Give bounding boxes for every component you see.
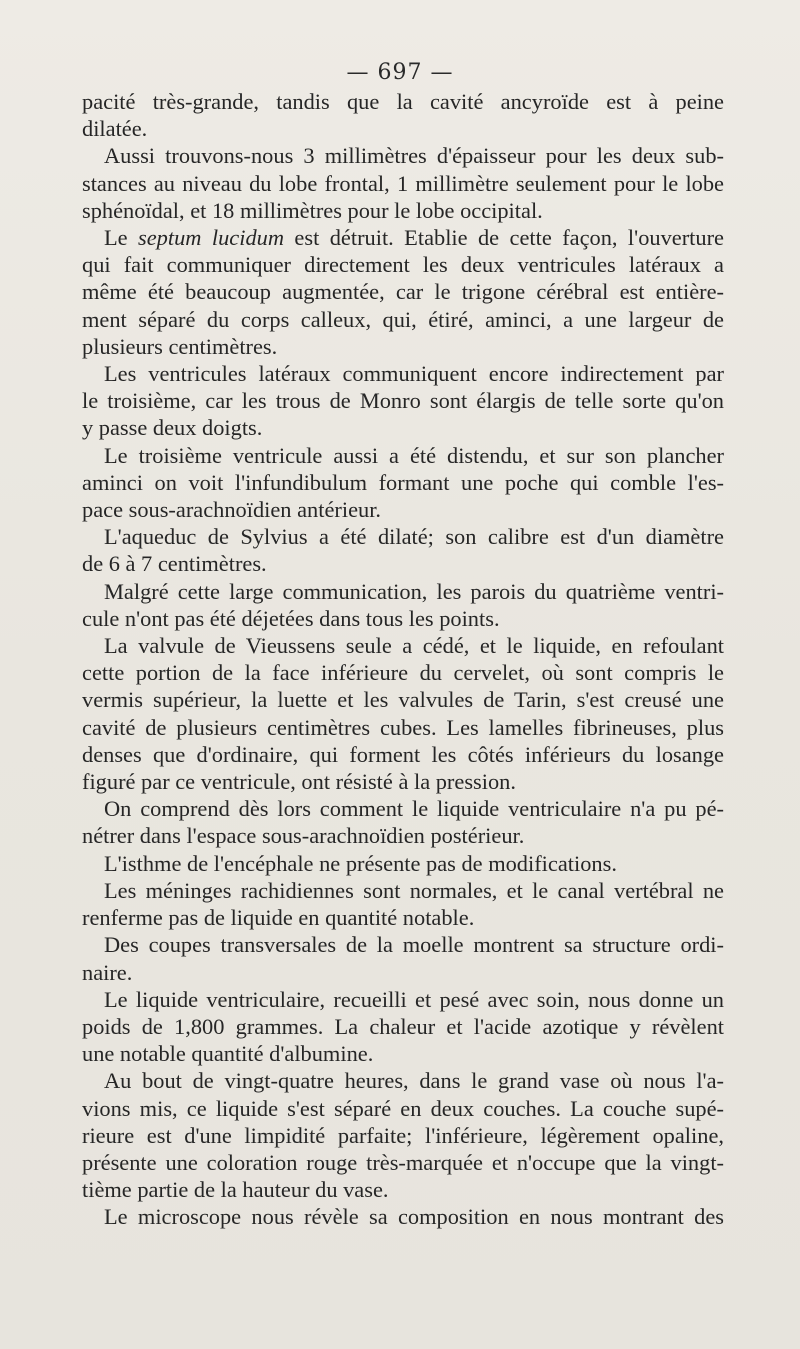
text-line: ment séparé du corps calleux, qui, étiré, aminci, a une largeur de xyxy=(82,306,724,332)
text-line: Malgré cette large communication, les parois du quatrième ventri- xyxy=(104,578,724,604)
text-line: renferme pas de liquide en quantité notable. xyxy=(82,905,475,931)
text-line: Des coupes transversales de la moelle montrent sa structure ordi- xyxy=(104,932,724,958)
text-line: rieure est d'une limpidité parfaite; l'inférieure, légèrement opaline, xyxy=(82,1122,724,1148)
text-line: présente une coloration rouge très-marquée et n'occupe que la vingt- xyxy=(82,1149,724,1175)
text-segment: Le xyxy=(104,225,139,251)
text-line: nétrer dans l'espace sous-arachnoïdien postérieur. xyxy=(82,823,525,849)
text-line: de 6 à 7 centimètres. xyxy=(82,551,267,577)
text-line: Les méninges rachidiennes sont normales, et le canal vertébral ne xyxy=(104,877,724,903)
text-line: le troisième, car les trous de Monro sont élargis de telle sorte qu'on xyxy=(82,388,724,414)
text-line: cavité de plusieurs centimètres cubes. Les lamelles fibrineuses, plus xyxy=(82,714,724,740)
text-line: cule n'ont pas été déjetées dans tous les points. xyxy=(82,605,500,631)
text-line: stances au niveau du lobe frontal, 1 millimètre seulement pour le lobe xyxy=(82,170,724,196)
text-line: Les ventricules latéraux communiquent encore indirectement par xyxy=(104,361,724,387)
text-line: Aussi trouvons-nous 3 millimètres d'épaisseur pour les deux sub- xyxy=(104,143,724,169)
text-line: denses que d'ordinaire, qui forment les côtés inférieurs du losange xyxy=(82,741,724,767)
text-line: dilatée. xyxy=(82,116,148,142)
text-line: une notable quantité d'albumine. xyxy=(82,1041,374,1067)
text-line: La valvule de Vieussens seule a cédé, et le liquide, en refoulant xyxy=(104,633,724,659)
text-line: même été beaucoup augmentée, car le trigone cérébral est entière- xyxy=(82,279,724,305)
text-line: cette portion de la face inférieure du cervelet, où sont compris le xyxy=(82,660,724,686)
text-line: qui fait communiquer directement les deux ventricules latéraux a xyxy=(82,252,724,278)
text-line: L'isthme de l'encéphale ne présente pas de modifications. xyxy=(104,850,617,876)
text-line: Le microscope nous révèle sa composition en nous montrant des xyxy=(104,1204,724,1230)
text-line: sphénoïdal, et 18 millimètres pour le lobe occipital. xyxy=(82,197,543,223)
text-line: y passe deux doigts. xyxy=(82,415,263,441)
text-line: vermis supérieur, la luette et les valvules de Tarin, s'est creusé une xyxy=(82,687,724,713)
page-number: — 697 — xyxy=(346,60,454,85)
text-line: pace sous-arachnoïdien antérieur. xyxy=(82,497,382,523)
text-line: vions mis, ce liquide s'est séparé en deux couches. La couche supé- xyxy=(82,1095,724,1121)
text-line: plusieurs centimètres. xyxy=(82,333,278,359)
text-line: naire. xyxy=(82,959,133,985)
text-line: figuré par ce ventricule, ont résisté à la pression. xyxy=(82,769,516,795)
text-line xyxy=(82,224,724,251)
text-segment: est détruit. Etablie de cette façon, l'ouverture xyxy=(284,225,724,251)
text-line: Le liquide ventriculaire, recueilli et pesé avec soin, nous donne un xyxy=(104,986,724,1012)
italic-term: septum lucidum xyxy=(138,225,285,251)
text-line: tième partie de la hauteur du vase. xyxy=(82,1177,389,1203)
text-line: On comprend dès lors comment le liquide ventriculaire n'a pu pé- xyxy=(104,796,724,822)
text-line: Au bout de vingt-quatre heures, dans le grand vase où nous l'a- xyxy=(104,1068,724,1094)
text-line: aminci on voit l'infundibulum formant une poche qui comble l'es- xyxy=(82,469,724,495)
text-line: pacité très-grande, tandis que la cavité ancyroïde est à peine xyxy=(82,89,724,114)
text-line: Le troisième ventricule aussi a été distendu, et sur son plancher xyxy=(104,442,724,468)
text-line: L'aqueduc de Sylvius a été dilaté; son calibre est d'un diamètre xyxy=(104,524,724,550)
text-line: poids de 1,800 grammes. La chaleur et l'acide azotique y révèlent xyxy=(82,1013,724,1039)
body-text xyxy=(82,88,724,1231)
